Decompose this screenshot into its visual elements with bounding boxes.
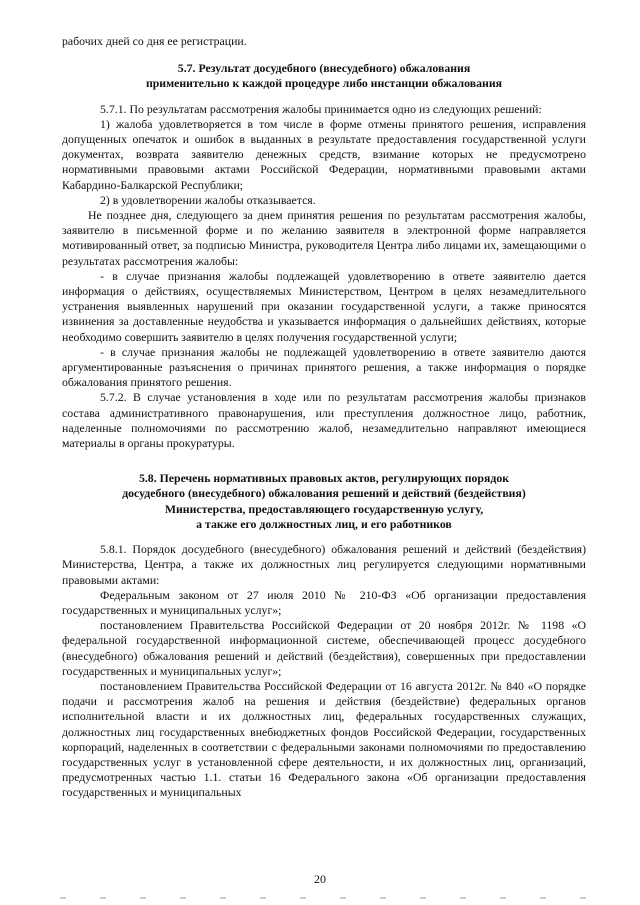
para-5-8-1: 5.8.1. Порядок досудебного (внесудебного) обжалования решений и действий (бездействия) Министерства, Центра, а также их должностных лиц регулируется следующими нормативными правовыми актами: bbox=[62, 542, 586, 587]
section-5-8-heading-line3: Министерства, предоставляющего государственную услугу, bbox=[164, 501, 484, 516]
document-body bbox=[62, 34, 586, 801]
top-line: рабочих дней со дня ее регистрации. bbox=[62, 34, 247, 48]
para-decision-2: 2) в удовлетворении жалобы отказывается. bbox=[100, 192, 316, 207]
para-response-deadline: Не позднее дня, следующего за днем принятия решения по результатам рассмотрения жалобы, заявителю в письменной форме и по желанию заявителя в электронной форме направляется мотивированный ответ, за подписью Министра, руководителя Центра либо лицами их, замещающими о результатах рассмотрения жалобы: bbox=[62, 208, 586, 268]
section-5-8-heading bbox=[62, 471, 586, 532]
section-5-8-heading-line4: а также его должностных лиц, и его работников bbox=[196, 516, 452, 531]
para-decree-840: постановлением Правительства Российской Федерации от 16 августа 2012г. № 840 «О порядке подачи и рассмотрения жалоб на решения и действия (бездействие) федеральных органов исполнительной власти и их должностных лиц, федеральных государственных служащих, должностных лиц государственных внебюджетных фондов Российской Федерации, государственных корпораций, наделенных в соответствии с федеральными законами полномочиями по предоставлению государственных услуг в установленной сфере деятельности, и их должностных лиц, организаций, предусмотренных частью 1.1. статьи 16 Федерального закона «Об организации предоставления государственных и муниципальных bbox=[62, 678, 586, 800]
scan-artifact-line bbox=[60, 897, 610, 899]
para-5-7-2: 5.7.2. В случае установления в ходе или по результатам рассмотрения жалобы признаков состава административного правонарушения, или преступления должностное лицо, работник, наделенные полномочиями по рассмотрению жалоб, незамедлительно направляют имеющиеся материалы в органы прокуратуры. bbox=[62, 390, 586, 451]
para-decree-1198: постановлением Правительства Российской Федерации от 20 ноября 2012г. № 1198 «О федеральной государственной информационной системе, обеспечивающей процесс досудебного (внесудебного) обжалования решений и действий (бездействия), совершенных при предоставлении государственных и муниципальных услуг»; bbox=[62, 618, 586, 678]
section-5-7-heading-line2: применительно к каждой процедуре либо инстанции обжалования bbox=[145, 76, 503, 91]
section-5-7-heading bbox=[62, 61, 586, 91]
page-number: 20 bbox=[314, 872, 326, 886]
para-law-210: Федеральным законом от 27 июля 2010 № 210-ФЗ «Об организации предоставления государственных и муниципальных услуг»; bbox=[62, 587, 586, 617]
section-5-8-heading-line1: 5.8. Перечень нормативных правовых актов, регулирующих порядок bbox=[138, 471, 510, 486]
para-5-7-1: 5.7.1. По результатам рассмотрения жалобы принимается одно из следующих решений: bbox=[100, 101, 542, 116]
section-5-8-heading-line2: досудебного (внесудебного) обжалования решений и действий (бездействия) bbox=[122, 486, 526, 501]
para-satisfied: - в случае признания жалобы подлежащей удовлетворению в ответе заявителю дается информация о действиях, осуществляемых Министерством, Центром в целях незамедлительного устранения выявленных нарушений при оказании государственной услуги, а также приносятся извинения за доставленные неудобства и указывается информация о дальнейших действиях, которые необходимо совершить заявителю в целях получения государственной услуги; bbox=[62, 268, 586, 344]
para-decision-1: 1) жалоба удовлетворяется в том числе в форме отмены принятого решения, исправления допущенных опечаток и ошибок в выданных в результате предоставления государственной услуги документах, возврата заявителю денежных средств, взимание которых не предусмотрено нормативными правовыми актами Российской Федерации, нормативными правовыми актами Кабардино-Балкарской Республики; bbox=[62, 116, 586, 192]
para-not-satisfied: - в случае признания жалобы не подлежащей удовлетворению в ответе заявителю даются аргументированные разъяснения о причинах принятого решения, а также информация о порядке обжалования принятого решения. bbox=[62, 344, 586, 390]
section-5-7-heading-line1: 5.7. Результат досудебного (внесудебного) обжалования bbox=[177, 61, 471, 76]
